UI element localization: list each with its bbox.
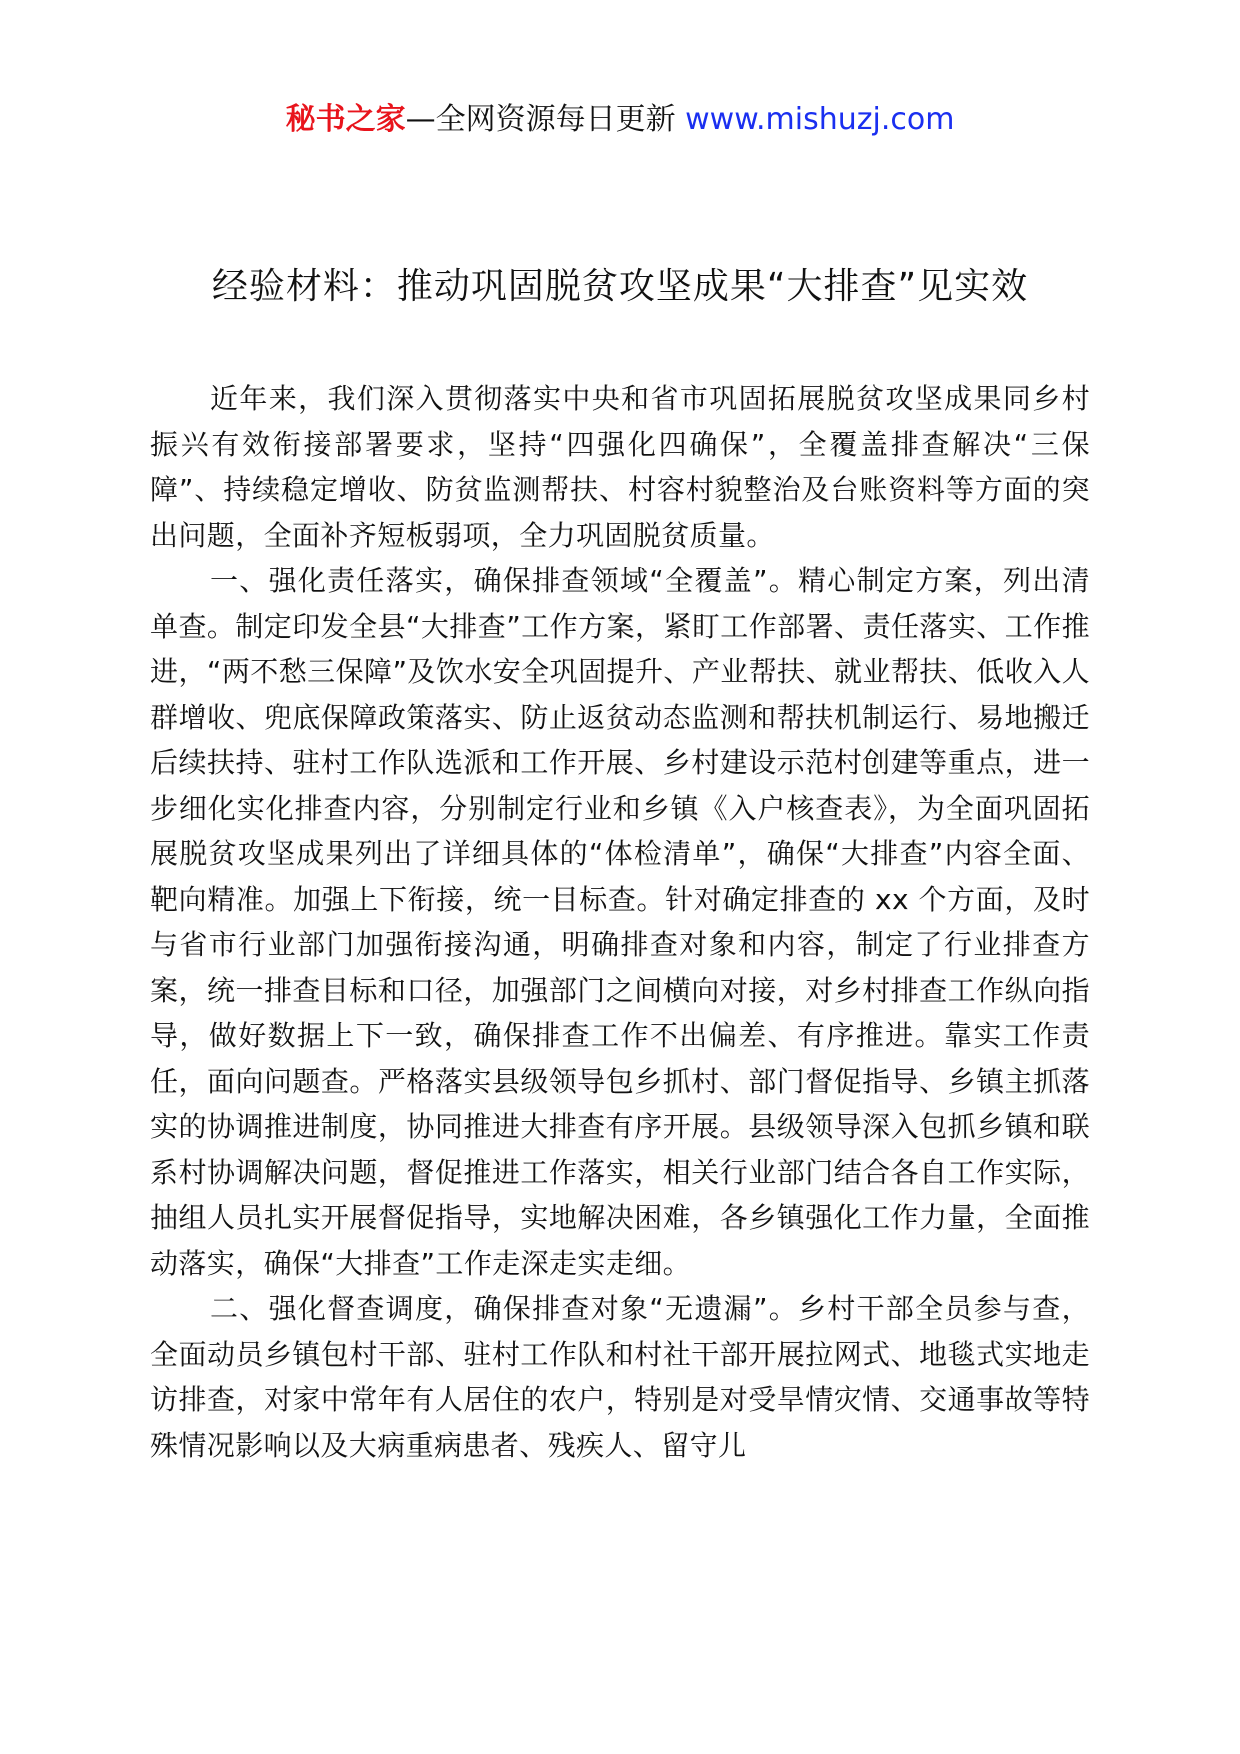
paragraph-section-one: 一、强化责任落实，确保排查领域“全覆盖”。精心制定方案，列出清单查。制定印发全县“大排查”工作方案，紧盯工作部署、责任落实、工作推进，“两不愁三保障”及饮水安全巩固提升、产业帮扶、就业帮扶、低收入人群增收、兜底保障政策落实、防止返贫动态监测和帮扶机制运行、易地搬迁后续扶持、驻村工作队选派和工作开展、乡村建设示范村创建等重点，进一步细化实化排查内容，分别制定行业和乡镇《入户核查表》，为全面巩固拓展脱贫攻坚成果列出了详细具体的“体检清单”，确保“大排查”内容全面、靶向精准。加强上下衔接，统一目标查。针对确定排查的 xx 个方面，及时与省市行业部门加强衔接沟通，明确排查对象和内容，制定了行业排查方案，统一排查目标和口径，加强部门之间横向对接，对乡村排查工作纵向指导，做好数据上下一致，确保排查工作不出偏差、有序推进。靠实工作责任，面向问题查。严格落实县级领导包乡抓村、部门督促指导、乡镇主抓落实的协调推进制度，协同推进大排查有序开展。县级领导深入包抓乡镇和联系村协调解决问题，督促推进工作落实，相关行业部门结合各自工作实际，抽组人员扎实开展督促指导，实地解决困难，各乡镇强化工作力量，全面推动落实，确保“大排查”工作走深走实走细。 <box>150 564 1090 1280</box>
document-body <box>150 376 1090 1468</box>
brand-name: 秘书之家 <box>285 102 406 137</box>
paragraph-intro: 近年来，我们深入贯彻落实中央和省市巩固拓展脱贫攻坚成果同乡村振兴有效衔接部署要求，坚持“四强化四确保”，全覆盖排查解决“三保障”、持续稳定增收、防贫监测帮扶、村容村貌整治及台账资料等方面的突出问题，全面补齐短板弱项，全力巩固脱贫质量。 <box>150 382 1090 552</box>
document-title: 经验材料：推动巩固脱贫攻坚成果“大排查”见实效 <box>211 266 1029 307</box>
paragraph-section-two: 二、强化督查调度，确保排查对象“无遗漏”。乡村干部全员参与查，全面动员乡镇包村干部、驻村工作队和村社干部开展拉网式、地毯式实地走访排查，对家中常年有人居住的农户，特别是对受旱情灾情、交通事故等特殊情况影响以及大病重病患者、残疾人、留守儿 <box>150 1292 1090 1462</box>
site-url-link[interactable]: www.mishuzj.com <box>685 102 955 137</box>
header-slogan: —全网资源每日更新 <box>405 102 686 137</box>
site-header <box>0 100 1240 140</box>
